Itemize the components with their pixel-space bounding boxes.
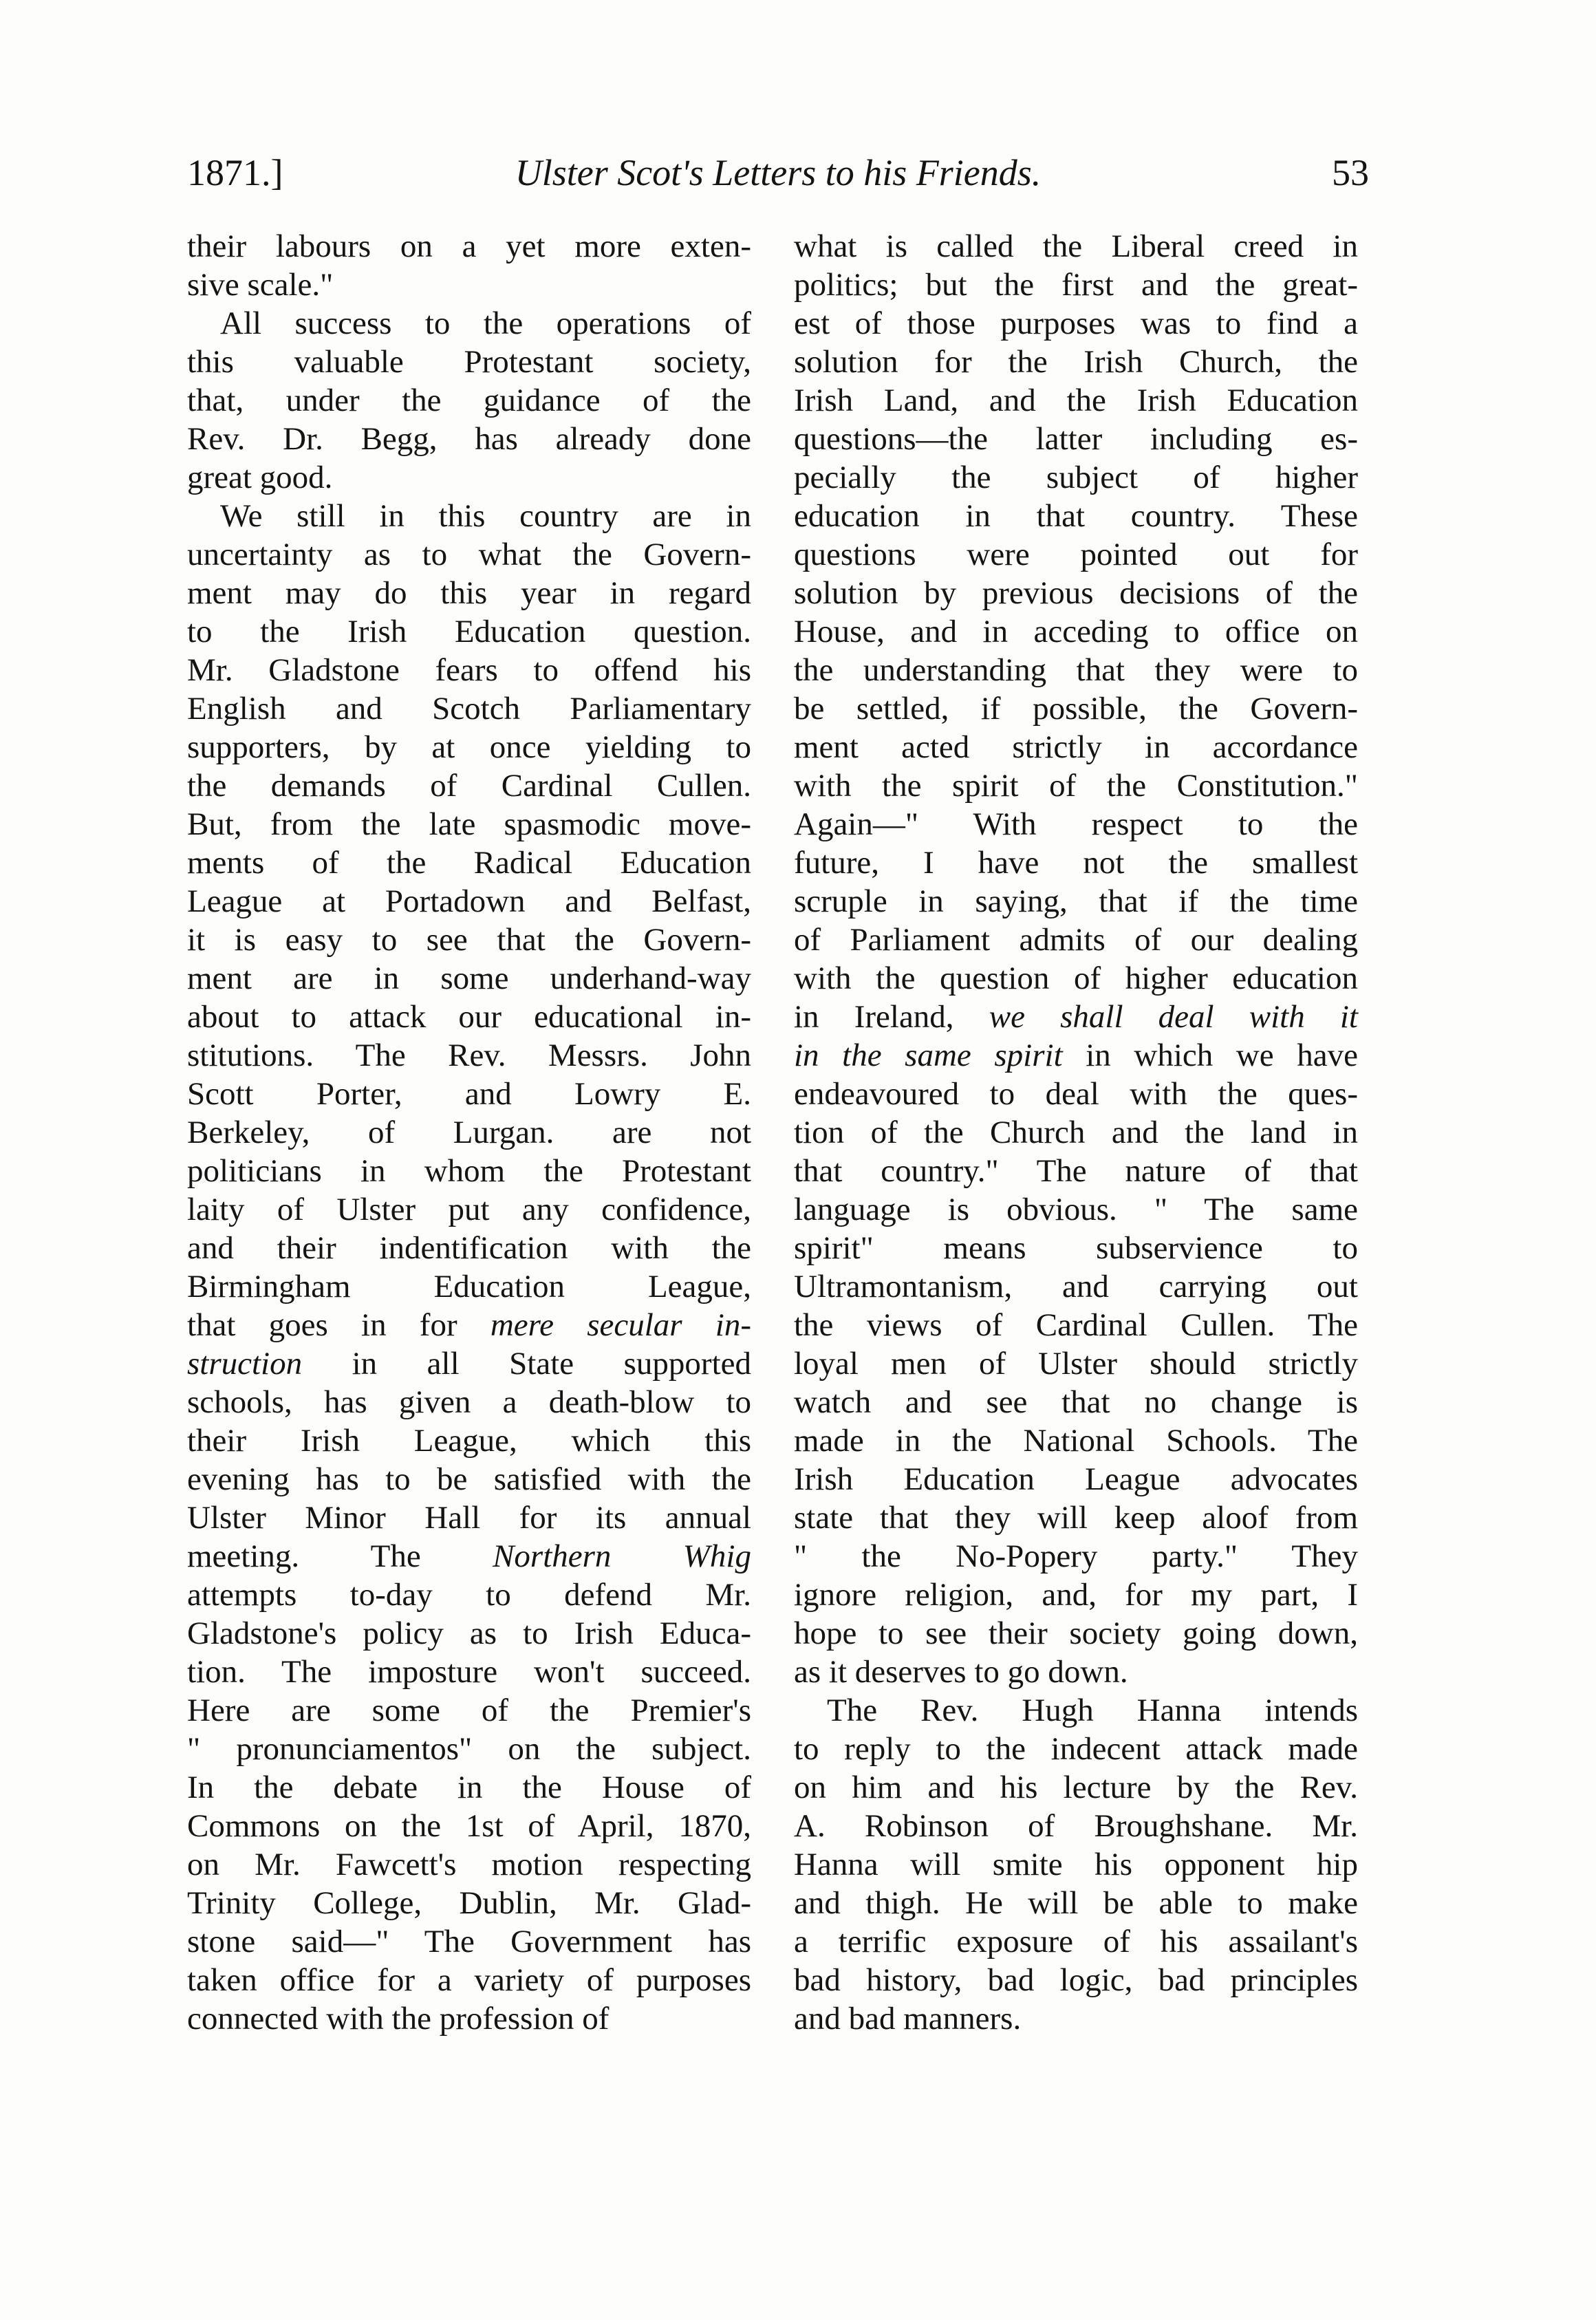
text-line: ment may do this year in regard	[187, 575, 751, 611]
header-year: 1871.]	[187, 152, 283, 193]
text-line	[794, 998, 1358, 1036]
text-segment: that goes in for	[187, 1307, 490, 1343]
text-line: But, from the late spasmodic move-	[187, 806, 751, 842]
text-line: loyal men of Ulster should strictly	[794, 1346, 1358, 1382]
text-line: the demands of Cardinal Cullen.	[187, 768, 751, 804]
text-line: supporters, by at once yielding to	[187, 729, 751, 765]
text-line: " pronunciamentos" on the subject.	[187, 1731, 751, 1767]
text-line: est of those purposes was to find a	[794, 305, 1358, 341]
left-column	[187, 227, 751, 2038]
text-line: All success to the operations of	[220, 305, 751, 341]
header-title: Ulster Scot's Letters to his Friends.	[515, 152, 1042, 193]
text-line: that country." The nature of that	[794, 1153, 1358, 1189]
text-line: taken office for a variety of purposes	[187, 1962, 751, 1998]
text-line: as it deserves to go down.	[794, 1654, 1128, 1690]
text-line: to the Irish Education question.	[187, 614, 751, 649]
text-line: bad history, bad logic, bad principles	[794, 1962, 1358, 1998]
text-line: great good.	[187, 460, 333, 495]
text-line: Commons on the 1st of April, 1870,	[187, 1808, 751, 1844]
text-line: Mr. Gladstone fears to offend his	[187, 652, 751, 688]
text-line: " the No-Popery party." They	[794, 1538, 1358, 1574]
text-segment: in which we have	[1062, 1038, 1358, 1073]
text-line: In the debate in the House of	[187, 1770, 751, 1805]
text-line: questions were pointed out for	[794, 537, 1358, 572]
text-line: to reply to the indecent attack made	[794, 1731, 1358, 1767]
text-line: Here are some of the Premier's	[187, 1693, 751, 1728]
text-line: evening has to be satisfied with the	[187, 1461, 751, 1497]
text-line: House, and in acceding to office on	[794, 614, 1358, 649]
text-line: education in that country. These	[794, 498, 1358, 534]
running-header	[187, 149, 1369, 197]
text-line: Trinity College, Dublin, Mr. Glad-	[187, 1885, 751, 1921]
text-line: of Parliament admits of our dealing	[794, 922, 1358, 958]
text-line: ments of the Radical Education	[187, 845, 751, 881]
page-number: 53	[1332, 152, 1369, 193]
text-line: scruple in saying, that if the time	[794, 883, 1358, 919]
text-line: what is called the Liberal creed in	[794, 228, 1358, 264]
text-line: Ultramontanism, and carrying out	[794, 1269, 1358, 1304]
text-line: uncertainty as to what the Govern-	[187, 537, 751, 572]
text-line: ignore religion, and, for my part, I	[794, 1577, 1358, 1613]
text-line: connected with the profession of	[187, 2001, 610, 2037]
text-line: solution for the Irish Church, the	[794, 344, 1358, 380]
text-line: their labours on a yet more exten-	[187, 228, 751, 264]
text-line: Irish Education League advocates	[794, 1461, 1358, 1497]
text-line: ment acted strictly in accordance	[794, 729, 1358, 765]
text-line: solution by previous decisions of the	[794, 575, 1358, 611]
text-line: it is easy to see that the Govern-	[187, 922, 751, 958]
right-column	[794, 227, 1358, 2038]
text-line: schools, has given a death-blow to	[187, 1384, 751, 1420]
text-line: Rev. Dr. Begg, has already done	[187, 421, 751, 457]
text-line: about to attack our educational in-	[187, 999, 751, 1035]
text-line: language is obvious. " The same	[794, 1192, 1358, 1227]
text-line: Irish Land, and the Irish Education	[794, 383, 1358, 418]
text-line: A. Robinson of Broughshane. Mr.	[794, 1808, 1358, 1844]
text-line: English and Scotch Parliamentary	[187, 691, 751, 727]
text-line: laity of Ulster put any confidence,	[187, 1192, 751, 1227]
italic-segment: struction	[187, 1346, 303, 1382]
text-line: that, under the guidance of the	[187, 383, 751, 418]
text-line: their Irish League, which this	[187, 1423, 751, 1459]
text-line: questions—the latter including es-	[794, 421, 1358, 457]
text-line: Scott Porter, and Lowry E.	[187, 1076, 751, 1112]
text-line: sive scale."	[187, 267, 334, 303]
text-line	[794, 1036, 1358, 1075]
text-line: on him and his lecture by the Rev.	[794, 1770, 1358, 1805]
text-line: watch and see that no change is	[794, 1384, 1358, 1420]
text-line: the views of Cardinal Cullen. The	[794, 1307, 1358, 1343]
text-line: the understanding that they were to	[794, 652, 1358, 688]
text-line: a terrific exposure of his assailant's	[794, 1924, 1358, 1959]
text-line: and thigh. He will be able to make	[794, 1885, 1358, 1921]
text-segment: in Ireland,	[794, 999, 989, 1035]
text-line: politicians in whom the Protestant	[187, 1153, 751, 1189]
text-line: spirit" means subservience to	[794, 1230, 1358, 1266]
text-line: attempts to-day to defend Mr.	[187, 1577, 751, 1613]
text-line: Ulster Minor Hall for its annual	[187, 1500, 751, 1536]
text-line: Gladstone's policy as to Irish Educa-	[187, 1615, 751, 1651]
text-line: stitutions. The Rev. Messrs. John	[187, 1038, 751, 1073]
text-segment: meeting. The	[187, 1538, 493, 1574]
text-line: be settled, if possible, the Govern-	[794, 691, 1358, 727]
text-line: Birmingham Education League,	[187, 1269, 751, 1304]
text-line	[187, 1537, 751, 1576]
italic-segment: in the same spirit	[794, 1038, 1063, 1073]
text-line	[187, 1306, 751, 1344]
text-line: Again—" With respect to the	[794, 806, 1358, 842]
text-line: League at Portadown and Belfast,	[187, 883, 751, 919]
text-line: this valuable Protestant society,	[187, 344, 751, 380]
text-line: tion. The imposture won't succeed.	[187, 1654, 751, 1690]
italic-segment: we shall deal with it	[989, 999, 1358, 1035]
text-line: tion of the Church and the land in	[794, 1115, 1358, 1150]
text-line	[187, 1344, 751, 1383]
italic-segment: Northern Whig	[493, 1538, 751, 1574]
text-line: with the spirit of the Constitution."	[794, 768, 1358, 804]
text-line: state that they will keep aloof from	[794, 1500, 1358, 1536]
text-line: and bad manners.	[794, 2001, 1022, 2037]
text-line: ment are in some underhand-way	[187, 960, 751, 996]
text-segment: in all State supported	[302, 1346, 751, 1382]
text-line: and their indentification with the	[187, 1230, 751, 1266]
text-line: on Mr. Fawcett's motion respecting	[187, 1847, 751, 1882]
text-line: hope to see their society going down,	[794, 1615, 1358, 1651]
text-line: made in the National Schools. The	[794, 1423, 1358, 1459]
text-line: Hanna will smite his opponent hip	[794, 1847, 1358, 1882]
text-line: future, I have not the smallest	[794, 845, 1358, 881]
italic-segment: mere secular in-	[490, 1307, 751, 1343]
text-line: pecially the subject of higher	[794, 460, 1358, 495]
text-line: We still in this country are in	[220, 498, 751, 534]
text-line: with the question of higher education	[794, 960, 1358, 996]
text-line: Berkeley, of Lurgan. are not	[187, 1115, 751, 1150]
text-line: politics; but the first and the great-	[794, 267, 1358, 303]
text-line: stone said—" The Government has	[187, 1924, 751, 1959]
text-line: The Rev. Hugh Hanna intends	[827, 1693, 1358, 1728]
text-line: endeavoured to deal with the ques-	[794, 1076, 1358, 1112]
